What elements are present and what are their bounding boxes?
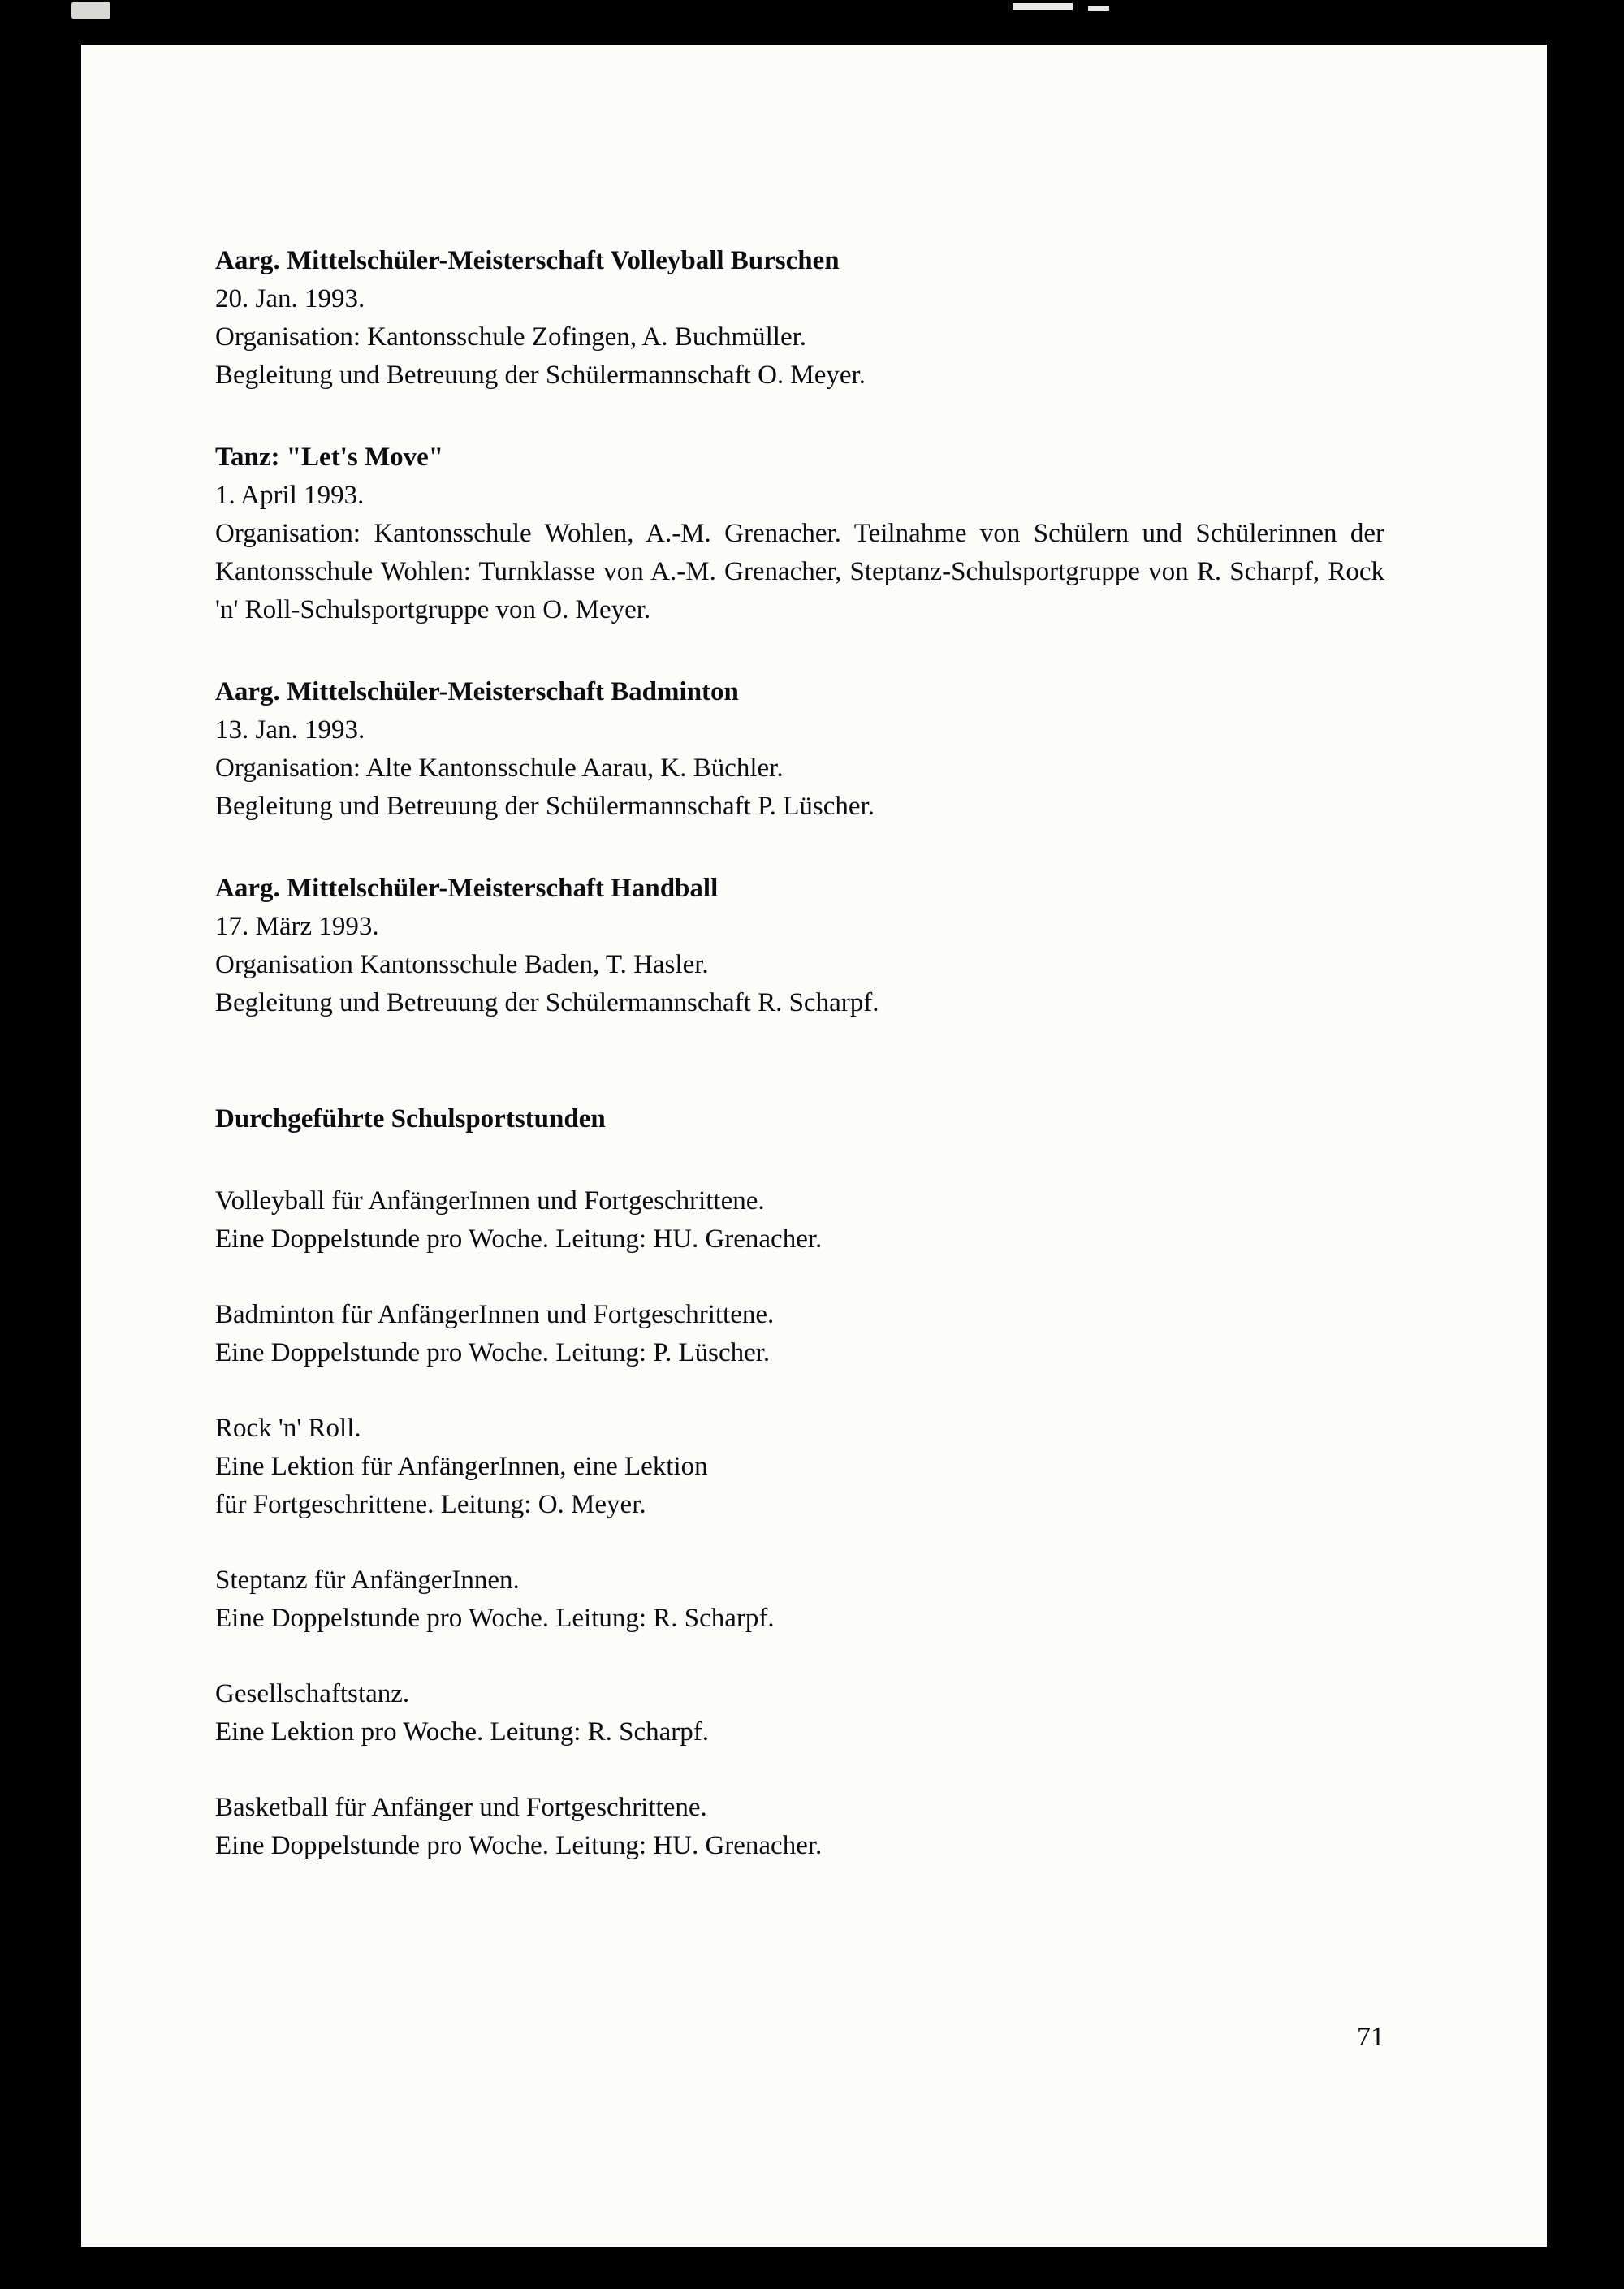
course-line: Badminton für AnfängerInnen und Fortgeschrittene. (215, 1300, 775, 1329)
event-title: Tanz: "Let's Move" (215, 443, 444, 472)
event-title: Aarg. Mittelschüler-Meisterschaft Badminton (215, 677, 739, 706)
courses-heading: Durchgeführte Schulsportstunden (215, 1104, 606, 1134)
course-line: Eine Doppelstunde pro Woche. Leitung: P. Lüscher. (215, 1338, 771, 1367)
event-section-badminton (215, 673, 1384, 826)
course-line: Gesellschaftstanz. (215, 1679, 410, 1708)
event-date: 1. April 1993. (215, 481, 365, 510)
event-paragraph: Organisation: Kantonsschule Wohlen, A.-M. Grenacher. Teilnahme von Schülern und Schülerinnen der Kantonsschule Wohlen: Turnklasse von A.-M. Grenacher, Steptanz-Schulsportgruppe von R. Scharpf, Rock 'n' Roll-Schulsportgruppe von O. Meyer. (215, 519, 1384, 624)
course-gesellschaftstanz (215, 1675, 1384, 1751)
event-date: 13. Jan. 1993. (215, 715, 365, 745)
course-line: Eine Doppelstunde pro Woche. Leitung: HU. Grenacher. (215, 1831, 823, 1860)
course-line: Eine Lektion pro Woche. Leitung: R. Scharpf. (215, 1717, 710, 1747)
scan-artifact (1013, 3, 1073, 10)
course-rock-n-roll (215, 1410, 1384, 1524)
course-volleyball (215, 1182, 1384, 1259)
event-section-volleyball (215, 242, 1384, 395)
scan-artifact (1088, 6, 1109, 11)
course-line: für Fortgeschrittene. Leitung: O. Meyer. (215, 1490, 646, 1519)
event-title: Aarg. Mittelschüler-Meisterschaft Handball (215, 874, 719, 903)
event-line: Begleitung und Betreuung der Schülermannschaft P. Lüscher. (215, 792, 875, 821)
event-line: Organisation: Kantonsschule Zofingen, A. Buchmüller. (215, 322, 807, 352)
event-line: Organisation Kantonsschule Baden, T. Hasler. (215, 950, 709, 979)
course-line: Volleyball für AnfängerInnen und Fortgeschrittene. (215, 1186, 765, 1216)
event-line: Organisation: Alte Kantonsschule Aarau, K. Büchler. (215, 754, 784, 783)
event-section-handball (215, 870, 1384, 1022)
page-content (215, 242, 1384, 1902)
scan-artifact (71, 2, 110, 19)
course-basketball (215, 1789, 1384, 1865)
course-line: Eine Doppelstunde pro Woche. Leitung: R. Scharpf. (215, 1604, 775, 1633)
page-number: 71 (1357, 2022, 1384, 2052)
course-badminton (215, 1296, 1384, 1372)
event-section-tanz (215, 438, 1384, 629)
event-title: Aarg. Mittelschüler-Meisterschaft Volleyball Burschen (215, 246, 840, 275)
document-page (81, 45, 1547, 2247)
event-line: Begleitung und Betreuung der Schülermannschaft R. Scharpf. (215, 988, 879, 1017)
event-date: 20. Jan. 1993. (215, 284, 365, 313)
event-line: Begleitung und Betreuung der Schülermannschaft O. Meyer. (215, 361, 866, 390)
course-line: Eine Lektion für AnfängerInnen, eine Lektion (215, 1452, 708, 1481)
event-date: 17. März 1993. (215, 912, 379, 941)
course-line: Steptanz für AnfängerInnen. (215, 1566, 520, 1595)
course-steptanz (215, 1561, 1384, 1638)
course-line: Basketball für Anfänger und Fortgeschrittene. (215, 1793, 707, 1822)
course-line: Eine Doppelstunde pro Woche. Leitung: HU. Grenacher. (215, 1224, 823, 1254)
course-line: Rock 'n' Roll. (215, 1414, 361, 1443)
